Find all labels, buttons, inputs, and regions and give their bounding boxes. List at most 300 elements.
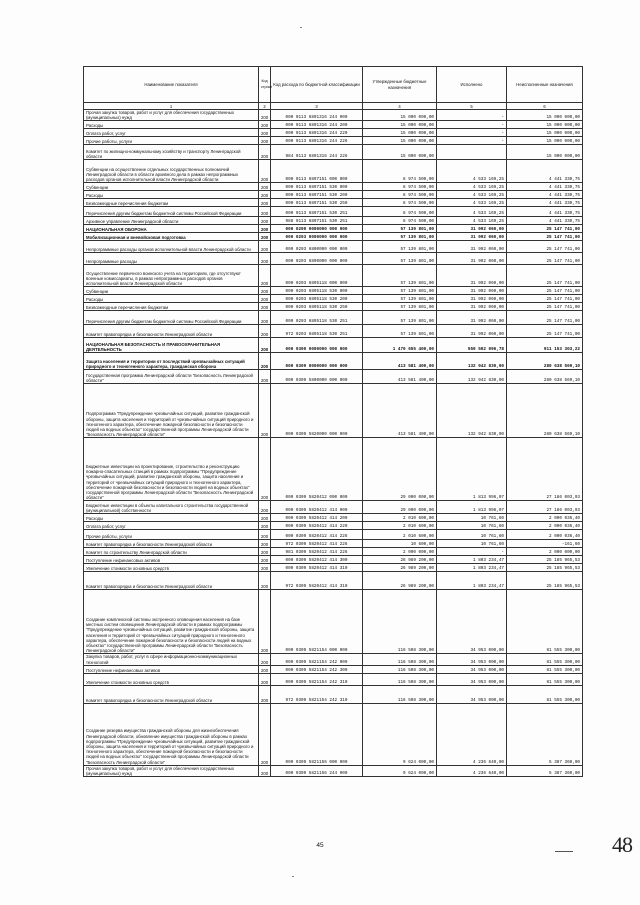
row-classification-cell: 000 0113 6891316 244 220 — [271, 129, 363, 137]
header-row — [84, 67, 583, 103]
table-row — [84, 665, 583, 673]
row-name-cell: Оплата работ, услуг — [84, 129, 259, 137]
row-code-cell: 200 — [259, 191, 271, 199]
table-row — [84, 370, 583, 384]
row-code-cell: 200 — [259, 590, 271, 654]
row-executed-cell: 4 533 169,25 — [437, 199, 507, 207]
row-unexecuted-cell: 2 000 036,40 — [507, 514, 583, 522]
row-name-cell: Оплата работ, услуг — [84, 522, 259, 530]
row-code-cell: 200 — [259, 145, 271, 160]
table-row — [84, 685, 583, 703]
table-row — [84, 765, 583, 776]
row-executed-cell: 34 953 000,00 — [437, 685, 507, 703]
table-row — [84, 703, 583, 765]
row-approved-cell: 2 010 600,00 — [363, 530, 437, 540]
row-executed-cell: 132 942 830,90 — [437, 384, 507, 438]
row-executed-cell: 31 992 060,00 — [437, 295, 507, 303]
table-row — [84, 121, 583, 129]
row-name-cell: Комитет по строительству Ленинградской области — [84, 548, 259, 556]
row-approved-cell: 116 508 300,00 — [363, 654, 437, 665]
row-approved-cell: 57 139 801,00 — [363, 241, 437, 253]
row-classification-cell: 000 0203 6890000 000 000 — [271, 253, 363, 265]
row-name-cell: Комитет правопорядка и безопасности Ленинградской области — [84, 325, 259, 338]
row-approved-cell: 15 000 000,00 — [363, 129, 437, 137]
row-executed-cell: 10 761,60 — [437, 514, 507, 522]
row-name-cell: Расходы — [84, 514, 259, 522]
row-executed-cell: 1 803 234,47 — [437, 572, 507, 590]
table-row — [84, 564, 583, 572]
row-approved-cell: 29 000 000,00 — [363, 438, 437, 501]
budget-execution-table — [83, 66, 583, 777]
row-unexecuted-cell: 4 441 330,75 — [507, 217, 583, 225]
row-unexecuted-cell: 5 387 360,00 — [507, 765, 583, 776]
table-row — [84, 311, 583, 325]
row-unexecuted-cell: 15 000 000,00 — [507, 129, 583, 137]
row-unexecuted-cell: 2 000 036,40 — [507, 522, 583, 530]
table-row — [84, 501, 583, 514]
row-approved-cell: 9 624 000,00 — [363, 703, 437, 765]
row-name-cell: Создание резерва имущества гражданской обороны для жизнеобеспечения Ленинградской области, обновление имущества гражданской обороны в рамках подпрограммы "Предупреждение чрезвычайных ситуаций, развитие гражданской обороны, защита населения и территорий от чрезвычайных ситуаций природного и техногенного характера, обеспечение пожарной безопасности и безопасности людей на водных объектах" государственной программы Ленинградской области "Безопасность Ленинградской области" — [84, 703, 259, 765]
row-name-cell: Прочая закупка товаров, работ и услуг для обеспечения государственных (муниципальных) нужд — [84, 110, 259, 121]
row-unexecuted-cell: 27 186 003,93 — [507, 501, 583, 514]
row-executed-cell: 10 761,60 — [437, 540, 507, 548]
row-executed-cell: 34 953 000,00 — [437, 654, 507, 665]
row-classification-cell: 000 0300 0000000 000 000 — [271, 338, 363, 353]
row-name-cell: Прочая закупка товаров, работ и услуг для обеспечения государственных (муниципальных) нужд — [84, 765, 259, 776]
row-executed-cell: 4 533 169,25 — [437, 207, 507, 217]
table-row — [84, 530, 583, 540]
row-code-cell: 200 — [259, 160, 271, 183]
row-unexecuted-cell: 25 147 741,00 — [507, 233, 583, 241]
row-executed-cell: 4 236 640,00 — [437, 765, 507, 776]
row-classification-cell: 000 0203 6895118 530 000 — [271, 287, 363, 295]
row-classification-cell: 981 0309 5820412 414 226 — [271, 548, 363, 556]
row-code-cell: 200 — [259, 338, 271, 353]
table-row — [84, 556, 583, 564]
row-name-cell: Перечисления другим бюджетам бюджетной системы Российской Федерации — [84, 207, 259, 217]
row-name-cell: Непрограммные расходы органов исполнительной власти Ленинградской области — [84, 241, 259, 253]
table-row — [84, 207, 583, 217]
row-name-cell: Подпрограмма "Предупреждение чрезвычайных ситуаций, развитие гражданской обороны, защита населения и территорий от чрезвычайных ситуаций природного и техногенного характера, обеспечение пожарной безопасности и безопасности людей на водных объектах" государственной программы Ленинградской области "Безопасность Ленинградской области" — [84, 384, 259, 438]
table-row — [84, 673, 583, 685]
row-classification-cell: 000 0309 5820412 414 300 — [271, 556, 363, 564]
row-approved-cell: 8 974 500,00 — [363, 207, 437, 217]
row-code-cell: 200 — [259, 311, 271, 325]
row-code-cell: 200 — [259, 207, 271, 217]
row-code-cell: 200 — [259, 564, 271, 572]
row-approved-cell: 116 508 300,00 — [363, 673, 437, 685]
row-classification-cell: 000 0309 5820412 414 220 — [271, 522, 363, 530]
table-row — [84, 338, 583, 353]
row-approved-cell: 8 974 500,00 — [363, 183, 437, 191]
row-name-cell: НАЦИОНАЛЬНАЯ ОБОРОНА — [84, 225, 259, 233]
row-name-cell: Субвенции — [84, 183, 259, 191]
row-approved-cell: 57 139 801,00 — [363, 253, 437, 265]
row-code-cell: 200 — [259, 548, 271, 556]
column-index-row — [84, 103, 583, 110]
row-name-cell: Непрограммные расходы — [84, 253, 259, 265]
table-row — [84, 241, 583, 253]
table-row — [84, 384, 583, 438]
row-code-cell: 200 — [259, 572, 271, 590]
row-unexecuted-cell: 4 441 330,75 — [507, 183, 583, 191]
row-code-cell: 200 — [259, 654, 271, 665]
row-approved-cell: 57 139 801,00 — [363, 265, 437, 287]
row-classification-cell: 000 0309 5820412 414 200 — [271, 514, 363, 522]
row-unexecuted-cell: 25 147 741,00 — [507, 287, 583, 295]
row-approved-cell: 116 508 300,00 — [363, 665, 437, 673]
row-name-cell: Поступление нефинансовых активов — [84, 665, 259, 673]
row-approved-cell: 8 974 500,00 — [363, 160, 437, 183]
row-approved-cell: 8 974 500,00 — [363, 191, 437, 199]
row-name-cell: Расходы — [84, 121, 259, 129]
row-approved-cell: 57 139 801,00 — [363, 303, 437, 311]
row-approved-cell: 26 989 200,00 — [363, 572, 437, 590]
row-executed-cell: 10 761,60 — [437, 530, 507, 540]
row-unexecuted-cell: 15 000 000,00 — [507, 137, 583, 145]
row-name-cell: Прочие работы, услуги — [84, 530, 259, 540]
index-cell: 5 — [437, 103, 507, 110]
row-classification-cell: 000 0200 0000000 000 000 — [271, 225, 363, 233]
row-approved-cell: 15 000 000,00 — [363, 137, 437, 145]
row-executed-cell: 1 803 234,47 — [437, 556, 507, 564]
row-unexecuted-cell: -161,60 — [507, 540, 583, 548]
row-unexecuted-cell: 4 441 330,75 — [507, 160, 583, 183]
row-executed-cell: 4 236 640,00 — [437, 703, 507, 765]
row-classification-cell: 000 0203 6895118 530 250 — [271, 303, 363, 311]
row-code-cell: 200 — [259, 540, 271, 548]
row-code-cell: 200 — [259, 110, 271, 121]
row-name-cell: Архивное управление Ленинградской области — [84, 217, 259, 225]
row-classification-cell: 000 0203 6895118 530 251 — [271, 311, 363, 325]
row-code-cell: 200 — [259, 233, 271, 241]
table-row — [84, 253, 583, 265]
page-number: 45 — [316, 842, 324, 849]
row-code-cell: 200 — [259, 501, 271, 514]
table-row — [84, 129, 583, 137]
table-row — [84, 522, 583, 530]
row-executed-cell: 132 942 830,90 — [437, 353, 507, 370]
row-code-cell: 200 — [259, 129, 271, 137]
row-unexecuted-cell: 25 185 965,53 — [507, 572, 583, 590]
row-approved-cell: 26 989 200,00 — [363, 556, 437, 564]
row-name-cell: Закупка товаров, работ, услуг в сфере информационно-коммуникационных технологий — [84, 654, 259, 665]
row-unexecuted-cell: 15 000 000,00 — [507, 110, 583, 121]
row-unexecuted-cell: 15 000 000,00 — [507, 121, 583, 129]
row-name-cell: Субвенции на осуществление отдельных государственных полномочий Ленинградской области в области архивного дела в рамках непрограммных расходов органов исполнительной власти Ленинградской области — [84, 160, 259, 183]
row-unexecuted-cell: 15 000 000,00 — [507, 145, 583, 160]
row-executed-cell: - — [437, 137, 507, 145]
scan-speck — [292, 876, 294, 877]
row-code-cell: 200 — [259, 325, 271, 338]
footer-line — [555, 851, 573, 852]
row-name-cell: Расходы — [84, 295, 259, 303]
table-row — [84, 548, 583, 556]
row-unexecuted-cell: 25 147 741,00 — [507, 295, 583, 303]
row-classification-cell: 000 0309 5820412 414 000 — [271, 501, 363, 514]
row-classification-cell: 000 0309 5820412 000 000 — [271, 438, 363, 501]
row-approved-cell: 2 000 000,00 — [363, 548, 437, 556]
row-unexecuted-cell: 81 555 300,00 — [507, 665, 583, 673]
row-approved-cell: 57 139 801,00 — [363, 325, 437, 338]
row-executed-cell: 31 992 060,00 — [437, 325, 507, 338]
row-classification-cell: 000 0113 6891316 244 200 — [271, 121, 363, 129]
row-name-cell: Перечисления другим бюджетам бюджетной системы Российской Федерации — [84, 311, 259, 325]
row-code-cell: 200 — [259, 438, 271, 501]
header-executed: Исполнено — [437, 67, 507, 103]
row-unexecuted-cell: 25 147 741,00 — [507, 253, 583, 265]
row-executed-cell: 10 761,60 — [437, 522, 507, 530]
table-row — [84, 572, 583, 590]
row-approved-cell: 57 139 801,00 — [363, 311, 437, 325]
row-classification-cell: 000 0113 6891316 244 000 — [271, 110, 363, 121]
row-unexecuted-cell: 25 185 965,53 — [507, 564, 583, 572]
row-unexecuted-cell: 2 000 036,40 — [507, 530, 583, 540]
table-row — [84, 145, 583, 160]
row-name-cell: Бюджетные инвестиции на проектирование, строительство и реконструкцию пожарно-спасательных станций в рамках подпрограммы "Предупреждение чрезвычайных ситуаций, развитие гражданской обороны, защита населения и территорий от чрезвычайных ситуаций природного и техногенного характера, обеспечение пожарной безопасности и безопасности людей на водных объектах" государственной программы Ленинградской области "Безопасность Ленинградской области" — [84, 438, 259, 501]
row-code-cell: 200 — [259, 353, 271, 370]
row-approved-cell: 15 000 000,00 — [363, 121, 437, 129]
row-executed-cell: 31 992 060,00 — [437, 241, 507, 253]
row-classification-cell: 000 0309 5820412 414 226 — [271, 530, 363, 540]
row-unexecuted-cell: 25 147 741,00 — [507, 265, 583, 287]
row-unexecuted-cell: 81 555 300,00 — [507, 673, 583, 685]
row-approved-cell: 57 139 801,00 — [363, 287, 437, 295]
table-row — [84, 265, 583, 287]
row-classification-cell: 000 0203 0000000 000 000 — [271, 233, 363, 241]
row-name-cell: Защита населения и территории от последствий чрезвычайных ситуаций природного и техногенного характера, гражданская оборона — [84, 353, 259, 370]
row-code-cell: 200 — [259, 685, 271, 703]
row-approved-cell: 15 000 000,00 — [363, 110, 437, 121]
row-code-cell: 200 — [259, 556, 271, 564]
row-unexecuted-cell: 4 441 330,75 — [507, 191, 583, 199]
row-executed-cell: 1 813 996,07 — [437, 438, 507, 501]
row-code-cell: 200 — [259, 217, 271, 225]
row-approved-cell: 116 508 300,00 — [363, 685, 437, 703]
row-name-cell: Прочие работы, услуги — [84, 137, 259, 145]
row-classification-cell: 972 0203 6895118 530 251 — [271, 325, 363, 338]
row-code-cell: 200 — [259, 241, 271, 253]
row-unexecuted-cell: 280 638 569,10 — [507, 384, 583, 438]
table-row — [84, 225, 583, 233]
row-classification-cell: 000 0203 6800000 000 000 — [271, 241, 363, 253]
row-name-cell: Поступление нефинансовых активов — [84, 556, 259, 564]
index-cell: 4 — [363, 103, 437, 110]
header-name: Наименование показателя — [84, 67, 259, 103]
table-row — [84, 160, 583, 183]
table-row — [84, 514, 583, 522]
row-code-cell: 200 — [259, 295, 271, 303]
row-code-cell: 200 — [259, 287, 271, 295]
row-classification-cell: 000 0113 6897151 000 000 — [271, 160, 363, 183]
row-executed-cell: - — [437, 548, 507, 556]
table-row — [84, 353, 583, 370]
row-classification-cell: 000 0113 6897151 530 250 — [271, 199, 363, 207]
row-name-cell: Комитет правопорядка и безопасности Ленинградской области — [84, 572, 259, 590]
row-approved-cell: 15 000 000,00 — [363, 145, 437, 160]
row-unexecuted-cell: 25 147 741,00 — [507, 225, 583, 233]
row-executed-cell: 132 942 830,90 — [437, 370, 507, 384]
row-approved-cell: 8 974 500,00 — [363, 217, 437, 225]
row-name-cell: Осуществление первичного воинского учета на территориях, где отсутствуют военные комиссариаты, в рамках непрограммных расходов органов исполнительной власти Ленинградской области — [84, 265, 259, 287]
row-name-cell: Комитет по жилищно-коммунальному хозяйству и транспорту Ленинградской области — [84, 145, 259, 160]
row-name-cell: Бюджетные инвестиции в объекты капитального строительства государственной (муниципальной) собственности — [84, 501, 259, 514]
row-unexecuted-cell: 25 147 741,00 — [507, 303, 583, 311]
row-executed-cell: 34 953 000,00 — [437, 665, 507, 673]
row-unexecuted-cell: 25 185 965,53 — [507, 556, 583, 564]
row-approved-cell: 2 010 600,00 — [363, 514, 437, 522]
row-classification-cell: 000 0309 5821154 242 310 — [271, 673, 363, 685]
row-executed-cell: 31 992 060,00 — [437, 311, 507, 325]
row-approved-cell: 413 581 400,00 — [363, 384, 437, 438]
row-unexecuted-cell: 25 147 741,00 — [507, 241, 583, 253]
row-unexecuted-cell: 4 441 330,75 — [507, 207, 583, 217]
row-code-cell: 200 — [259, 225, 271, 233]
row-approved-cell: 2 010 600,00 — [363, 522, 437, 530]
header-approved: Утвержденные бюджетные назначения — [363, 67, 437, 103]
row-unexecuted-cell: 81 555 300,00 — [507, 654, 583, 665]
row-unexecuted-cell: 27 186 003,93 — [507, 438, 583, 501]
row-approved-cell: 29 000 000,00 — [363, 501, 437, 514]
row-classification-cell: 972 0309 5820412 414 226 — [271, 540, 363, 548]
row-code-cell: 200 — [259, 703, 271, 765]
row-classification-cell: 000 0309 5821154 242 000 — [271, 654, 363, 665]
row-name-cell: Безвозмездные перечисления бюджетам — [84, 303, 259, 311]
row-executed-cell: - — [437, 110, 507, 121]
row-unexecuted-cell: 911 153 303,22 — [507, 338, 583, 353]
header-unexecuted: Неисполненные назначения — [507, 67, 583, 103]
row-approved-cell: 57 139 801,00 — [363, 225, 437, 233]
table-row — [84, 303, 583, 311]
row-executed-cell: 31 992 060,00 — [437, 225, 507, 233]
row-classification-cell: 000 0113 6897151 530 000 — [271, 183, 363, 191]
row-executed-cell: 1 803 234,47 — [437, 564, 507, 572]
row-classification-cell: 000 0113 6891316 244 226 — [271, 137, 363, 145]
row-code-cell: 200 — [259, 137, 271, 145]
index-cell: 2 — [259, 103, 271, 110]
row-approved-cell: 10 600,00 — [363, 540, 437, 548]
row-executed-cell: 31 992 060,00 — [437, 303, 507, 311]
row-classification-cell: 000 0113 6897151 530 251 — [271, 207, 363, 217]
header-code: Код строки — [259, 67, 271, 103]
row-approved-cell: 57 139 801,00 — [363, 233, 437, 241]
row-approved-cell: 26 989 200,00 — [363, 564, 437, 572]
row-classification-cell: 000 0309 5821156 000 000 — [271, 703, 363, 765]
table-row — [84, 325, 583, 338]
table-row — [84, 654, 583, 665]
row-code-cell: 200 — [259, 673, 271, 685]
row-name-cell: Субвенции — [84, 287, 259, 295]
row-code-cell: 200 — [259, 765, 271, 776]
row-executed-cell: 4 533 169,25 — [437, 191, 507, 199]
table-row — [84, 110, 583, 121]
row-code-cell: 200 — [259, 253, 271, 265]
row-unexecuted-cell: 81 555 300,00 — [507, 685, 583, 703]
table-row — [84, 590, 583, 654]
table-row — [84, 287, 583, 295]
row-code-cell: 200 — [259, 370, 271, 384]
row-classification-cell: 972 0309 5820412 414 310 — [271, 572, 363, 590]
row-classification-cell: 000 0309 5800000 000 000 — [271, 370, 363, 384]
row-code-cell: 200 — [259, 514, 271, 522]
row-approved-cell: 116 508 300,00 — [363, 590, 437, 654]
row-classification-cell: 000 0113 6897151 530 200 — [271, 191, 363, 199]
row-name-cell: Мобилизационная и вневойсковая подготовка — [84, 233, 259, 241]
table-row — [84, 199, 583, 207]
row-unexecuted-cell: 81 555 300,00 — [507, 590, 583, 654]
row-executed-cell: 34 953 000,00 — [437, 590, 507, 654]
row-classification-cell: 972 0309 5821154 242 310 — [271, 685, 363, 703]
row-name-cell: Увеличение стоимости основных средств — [84, 673, 259, 685]
row-name-cell: Комитет правопорядка и безопасности Ленинградской области — [84, 540, 259, 548]
row-executed-cell: 31 992 060,00 — [437, 265, 507, 287]
row-unexecuted-cell: 2 000 000,00 — [507, 548, 583, 556]
row-code-cell: 200 — [259, 265, 271, 287]
row-executed-cell: 34 953 000,00 — [437, 673, 507, 685]
row-classification-cell: 988 0113 6897151 530 251 — [271, 217, 363, 225]
table-row — [84, 183, 583, 191]
row-classification-cell: 000 0309 5821156 244 000 — [271, 765, 363, 776]
row-name-cell: Расходы — [84, 191, 259, 199]
row-unexecuted-cell: 5 387 360,00 — [507, 703, 583, 765]
index-cell: 6 — [507, 103, 583, 110]
row-classification-cell: 000 0309 5820412 414 310 — [271, 564, 363, 572]
row-code-cell: 200 — [259, 384, 271, 438]
row-approved-cell: 8 974 500,00 — [363, 199, 437, 207]
row-classification-cell: 984 0113 6891316 244 226 — [271, 145, 363, 160]
table-row — [84, 540, 583, 548]
row-unexecuted-cell: 4 441 330,75 — [507, 199, 583, 207]
table-row — [84, 438, 583, 501]
row-classification-cell: 000 0309 5820000 000 000 — [271, 384, 363, 438]
row-executed-cell — [437, 145, 507, 160]
row-approved-cell: 413 581 400,00 — [363, 353, 437, 370]
row-name-cell: Государственная программа Ленинградской области "Безопасность Ленинградской области" — [84, 370, 259, 384]
row-approved-cell: 1 470 655 400,00 — [363, 338, 437, 353]
row-code-cell: 200 — [259, 665, 271, 673]
index-cell: 3 — [271, 103, 363, 110]
row-code-cell: 200 — [259, 183, 271, 191]
row-approved-cell: 9 624 000,00 — [363, 765, 437, 776]
row-executed-cell: 559 502 096,78 — [437, 338, 507, 353]
row-approved-cell: 413 581 400,00 — [363, 370, 437, 384]
row-executed-cell: 31 992 060,00 — [437, 253, 507, 265]
row-approved-cell: 57 139 801,00 — [363, 295, 437, 303]
row-name-cell: Увеличение стоимости основных средств — [84, 564, 259, 572]
row-classification-cell: 000 0309 5821154 000 000 — [271, 590, 363, 654]
row-code-cell: 200 — [259, 121, 271, 129]
table-row — [84, 233, 583, 241]
row-unexecuted-cell: 25 147 741,00 — [507, 325, 583, 338]
row-executed-cell: 31 992 060,00 — [437, 287, 507, 295]
row-unexecuted-cell: 25 147 741,00 — [507, 311, 583, 325]
row-classification-cell: 000 0203 6895118 530 200 — [271, 295, 363, 303]
scan-speck — [300, 27, 302, 28]
handwritten-page-mark: 48 — [612, 832, 632, 857]
row-unexecuted-cell: 280 638 569,10 — [507, 370, 583, 384]
row-name-cell: НАЦИОНАЛЬНАЯ БЕЗОПАСНОСТЬ И ПРАВООХРАНИТЕЛЬНАЯ ДЕЯТЕЛЬНОСТЬ — [84, 338, 259, 353]
table-row — [84, 191, 583, 199]
row-code-cell: 200 — [259, 522, 271, 530]
row-executed-cell: - — [437, 121, 507, 129]
row-executed-cell: 1 813 996,07 — [437, 501, 507, 514]
header-classification: Код расхода по бюджетной классификации — [271, 67, 363, 103]
table-row — [84, 295, 583, 303]
row-name-cell: Создание комплексной системы экстренного оповещения населения на базе местных систем оповещения Ленинградской области в рамках подпрограммы "Предупреждение чрезвычайных ситуаций, развитие гражданской обороны, защита населения и территорий от чрезвычайных ситуаций природного и техногенного характера, обеспечение пожарной безопасности и безопасности людей на водных объектах" государственной программы Ленинградской области "Безопасность Ленинградской области" — [84, 590, 259, 654]
row-name-cell: Безвозмездные перечисления бюджетам — [84, 199, 259, 207]
table-row — [84, 217, 583, 225]
row-classification-cell: 000 0309 0000000 000 000 — [271, 353, 363, 370]
